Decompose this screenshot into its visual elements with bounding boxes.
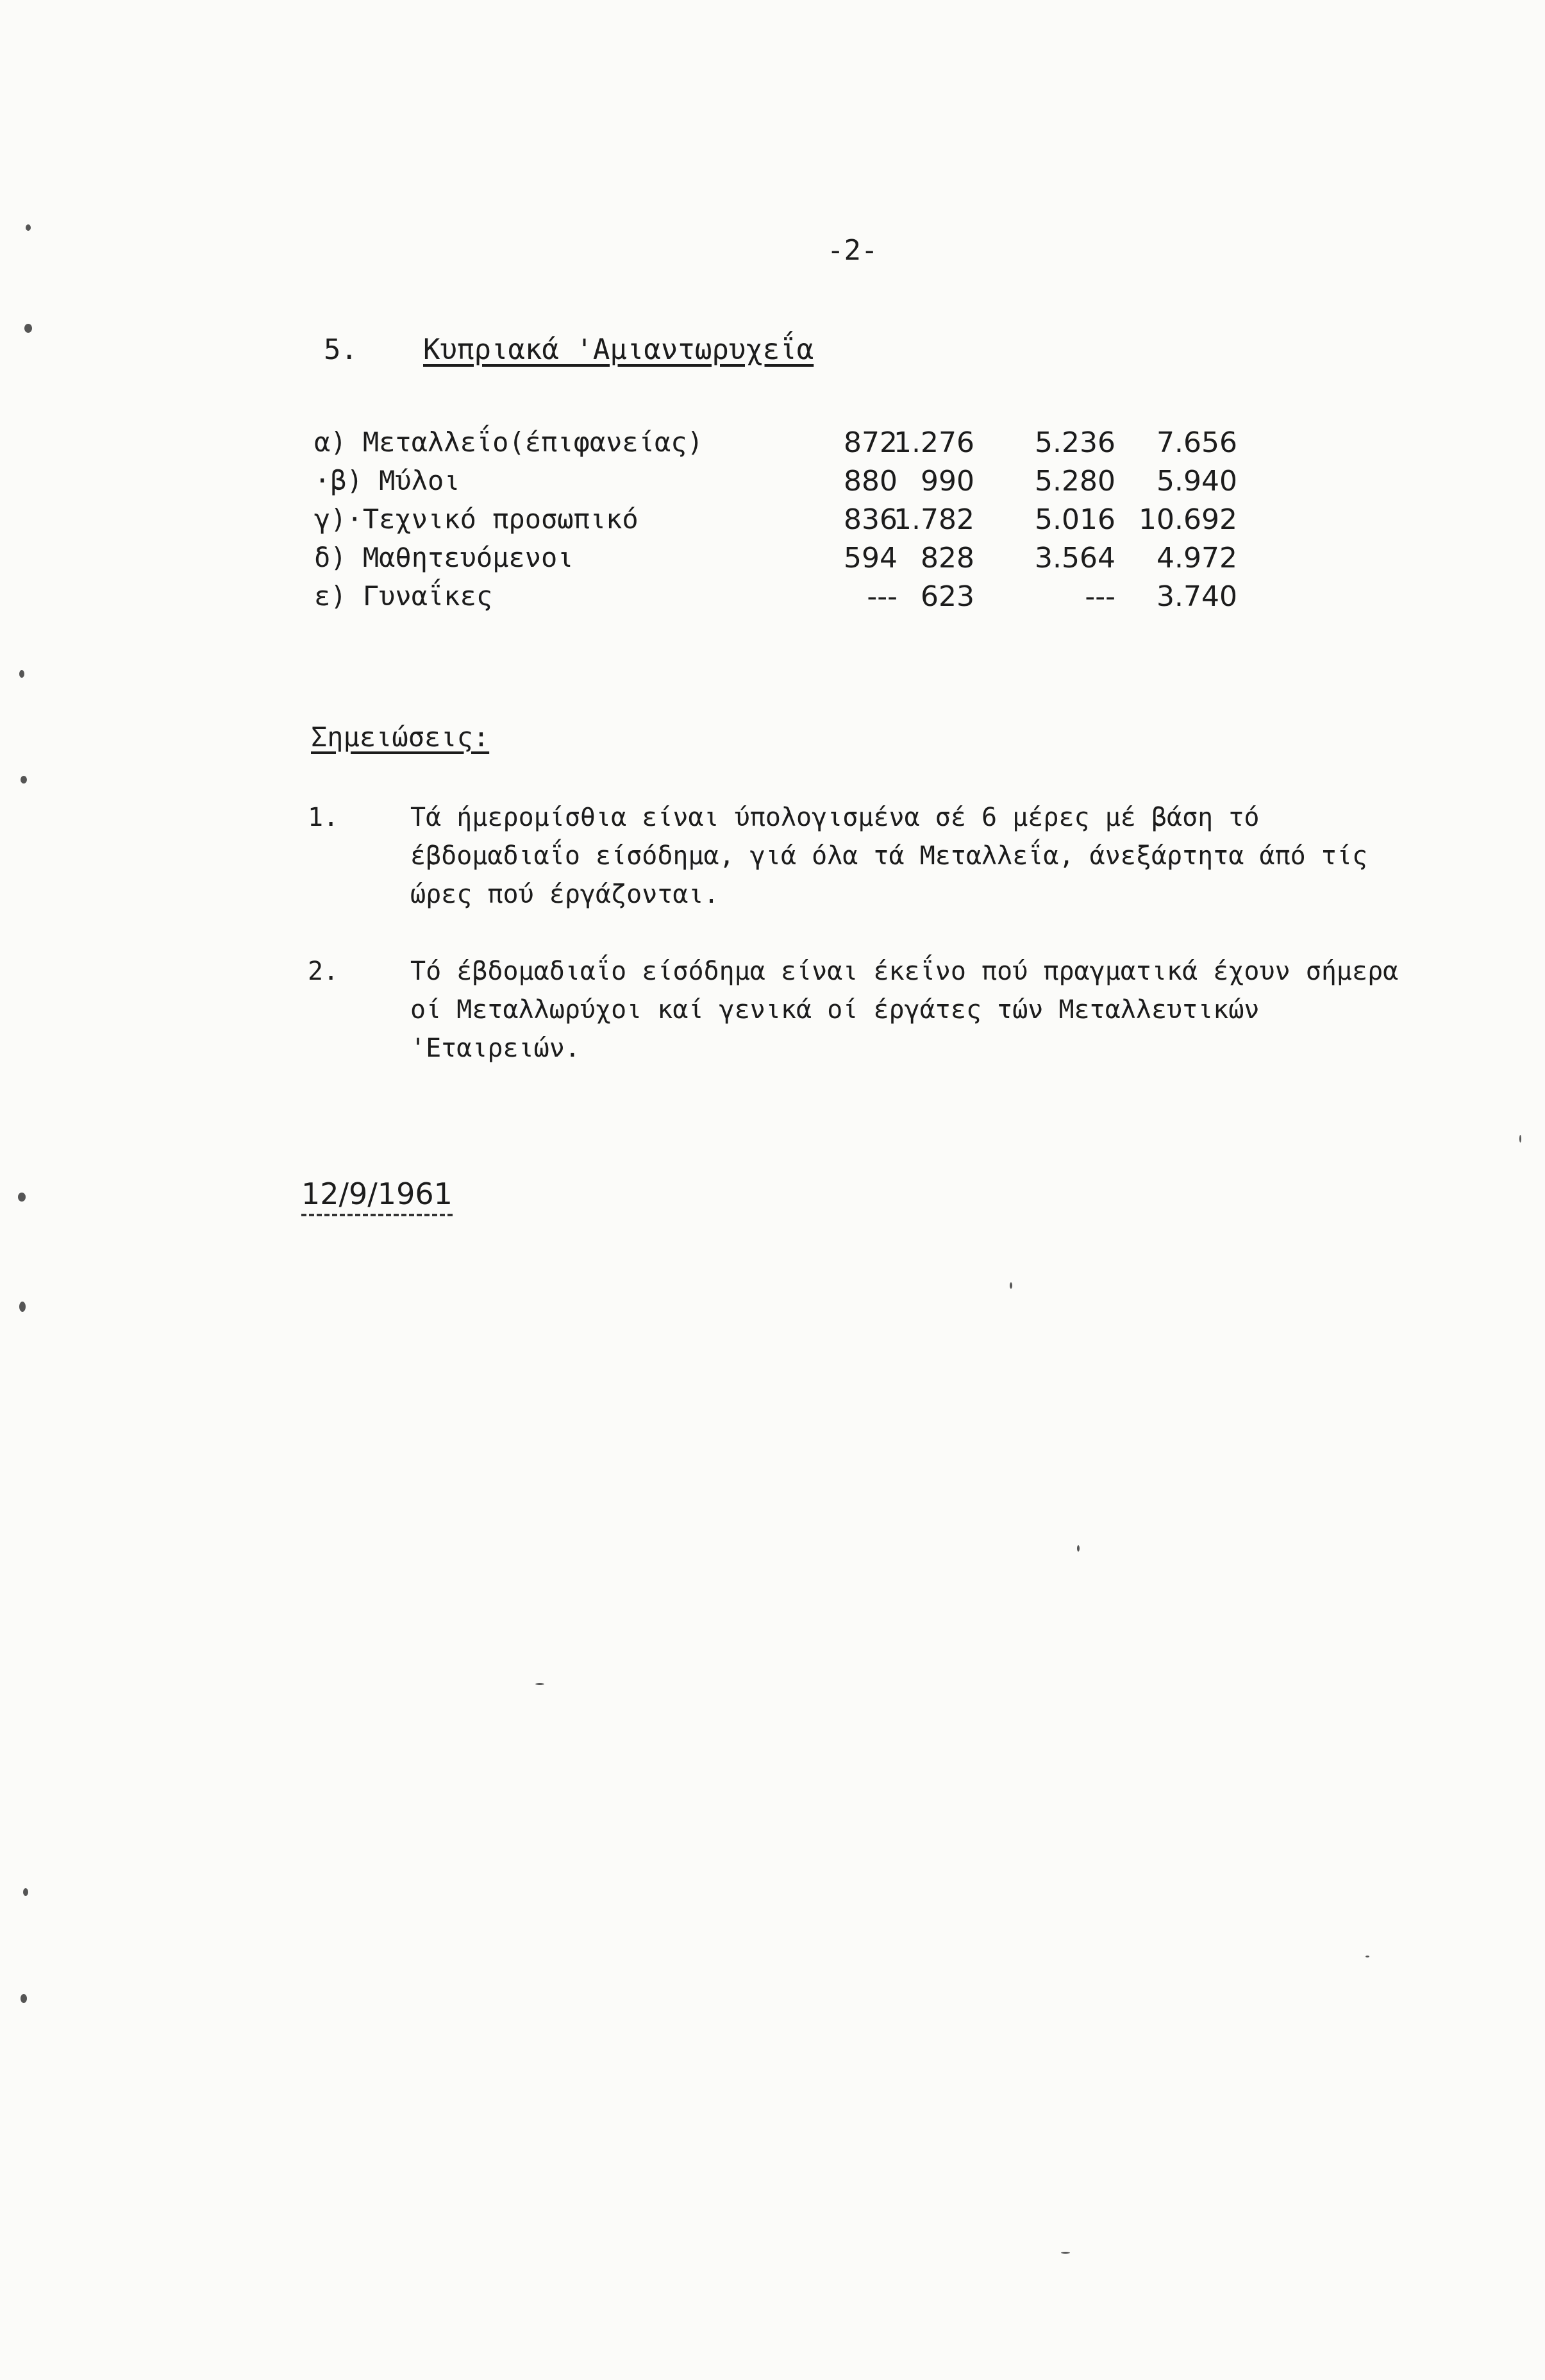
table-row <box>314 580 1276 619</box>
row-label: δ) Μαθητευόμενοι <box>314 542 574 573</box>
scan-speck <box>18 1193 26 1202</box>
document-date: 12/9/1961 <box>301 1177 453 1216</box>
note-text: Τό έβδομαδιαΐο είσόδημα είναι έκεΐνο πού πραγματικά έχουν σήμερα οί Μεταλλωρύχοι καί γενικά οί έργάτες τών Μεταλλευτικών 'Εταιρειών. <box>410 957 1399 1063</box>
row-label: ·β) Μύλοι <box>314 465 460 496</box>
row-label: α) Μεταλλεΐο(έπιφανείας) <box>314 426 703 458</box>
table-row <box>314 542 1276 580</box>
scan-speck <box>1010 1282 1012 1289</box>
cell: 5.016 <box>1035 503 1115 536</box>
scan-speck <box>1365 1956 1369 1957</box>
cell: 872 <box>844 426 898 459</box>
cell: 5.236 <box>1035 426 1115 459</box>
cell: 5.940 <box>1157 465 1237 498</box>
scan-speck <box>23 1888 28 1896</box>
cell: 880 <box>844 465 898 498</box>
row-label: γ)·Τεχνικό προσωπικό <box>314 503 639 535</box>
cell: 3.740 <box>1157 580 1237 613</box>
cell: 623 <box>921 580 974 613</box>
table-row <box>314 503 1276 542</box>
scan-speck <box>1077 1545 1080 1552</box>
cell: 990 <box>921 465 974 498</box>
scan-speck <box>21 776 27 784</box>
cell: 3.564 <box>1035 542 1115 574</box>
scan-speck <box>19 670 24 678</box>
scan-speck <box>1061 2252 1070 2254</box>
cell: 7.656 <box>1157 426 1237 459</box>
scan-speck <box>535 1683 544 1685</box>
scan-speck <box>26 224 31 231</box>
scan-speck <box>19 1302 26 1312</box>
cell: 1.782 <box>894 503 974 536</box>
scan-speck <box>24 324 32 333</box>
cell: 10.692 <box>1139 503 1237 536</box>
section-title: Κυπριακά 'Αμιαντωρυχεΐα <box>423 333 814 366</box>
cell: 4.972 <box>1157 542 1237 574</box>
cell: 828 <box>921 542 974 574</box>
note-number: 2. <box>308 957 339 986</box>
cell: 594 <box>844 542 898 574</box>
cell: 5.280 <box>1035 465 1115 498</box>
scan-speck <box>21 1994 27 2003</box>
note-number: 1. <box>308 803 339 832</box>
note-text: Τά ήμερομίσθια είναι ύπολογισμένα σέ 6 μέρες μέ βάση τό έβδομαδιαΐο είσόδημα, γιά όλα τά Μεταλλεΐα, άνεξάρτητα άπό τίς ώρες πού έργάζονται. <box>410 803 1368 909</box>
table-row <box>314 465 1276 503</box>
page-number: -2- <box>827 234 878 267</box>
scan-speck <box>1519 1135 1521 1143</box>
section-number: 5. <box>324 333 358 366</box>
table-row <box>314 426 1276 465</box>
cell: 1.276 <box>894 426 974 459</box>
cell: --- <box>867 580 898 613</box>
cell: --- <box>1085 580 1115 613</box>
row-label: ε) Γυναΐκες <box>314 580 493 612</box>
section-heading <box>324 333 814 366</box>
cell: 836 <box>844 503 898 536</box>
notes-title: Σημειώσεις: <box>311 721 490 753</box>
